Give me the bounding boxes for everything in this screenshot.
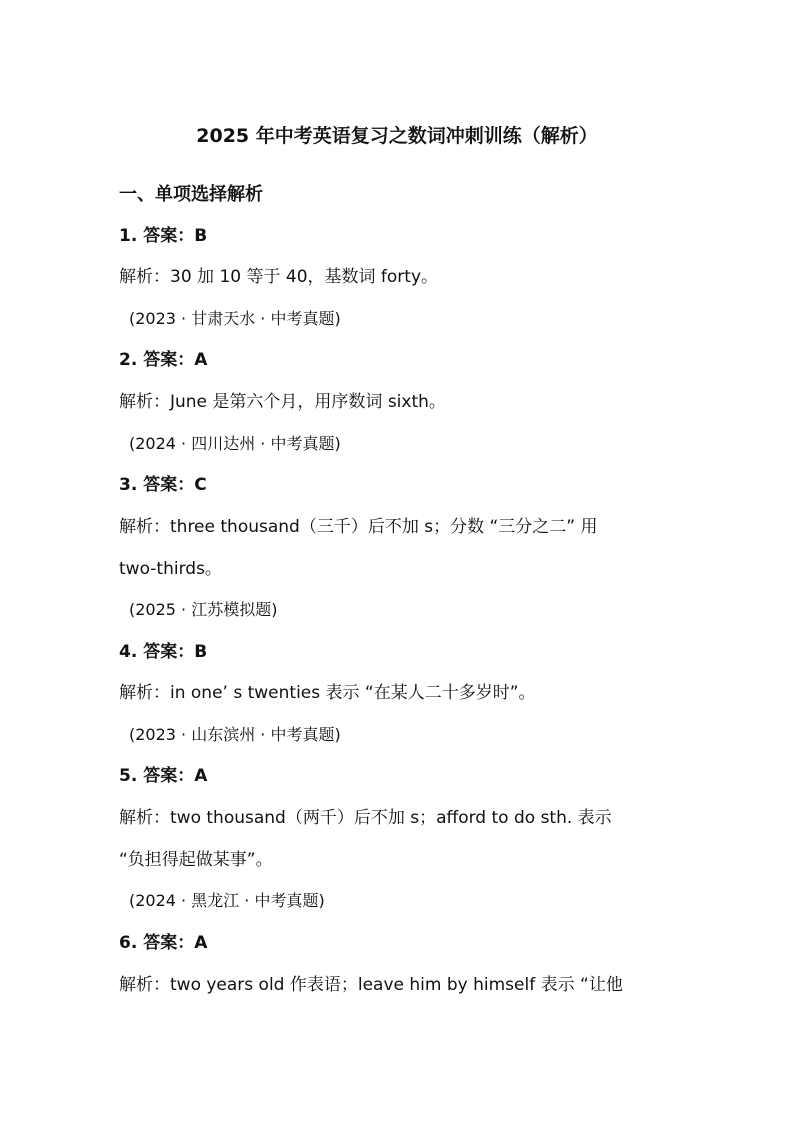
explanation-5-line-2: “负担得起做某事”。 bbox=[119, 850, 273, 870]
explanation-3-line-1: 解析：three thousand（三千）后不加 s；分数 “三分之二” 用 bbox=[119, 517, 598, 537]
explanation-2: 解析：June 是第六个月，用序数词 sixth。 bbox=[119, 392, 446, 412]
explanation-3-line-2: two-thirds。 bbox=[119, 559, 222, 579]
answer-2: 2. 答案：A bbox=[119, 350, 208, 370]
explanation-1: 解析：30 加 10 等于 40，基数词 forty。 bbox=[119, 267, 439, 287]
source-2: (2024 · 四川达州 · 中考真题) bbox=[129, 434, 341, 453]
explanation-6: 解析：two years old 作表语；leave him by himself 表示 “让他 bbox=[119, 975, 623, 995]
section-heading: 一、单项选择解析 bbox=[119, 184, 263, 205]
answer-6: 6. 答案：A bbox=[119, 933, 208, 953]
answer-1: 1. 答案：B bbox=[119, 226, 208, 246]
answer-5: 5. 答案：A bbox=[119, 766, 208, 786]
source-4: (2023 · 山东滨州 · 中考真题) bbox=[129, 725, 341, 744]
explanation-4: 解析：in one’ s twenties 表示 “在某人二十多岁时”。 bbox=[119, 683, 536, 703]
document-title: 2025 年中考英语复习之数词冲刺训练（解析） bbox=[196, 125, 598, 147]
answer-3: 3. 答案：C bbox=[119, 475, 207, 495]
source-1: (2023 · 甘肃天水 · 中考真题) bbox=[129, 309, 341, 328]
source-5: (2024 · 黑龙江 · 中考真题) bbox=[129, 891, 325, 910]
explanation-5-line-1: 解析：two thousand（两千）后不加 s；afford to do sth. 表示 bbox=[119, 808, 612, 828]
source-3: (2025 · 江苏模拟题) bbox=[129, 600, 278, 619]
answer-4: 4. 答案：B bbox=[119, 642, 208, 662]
